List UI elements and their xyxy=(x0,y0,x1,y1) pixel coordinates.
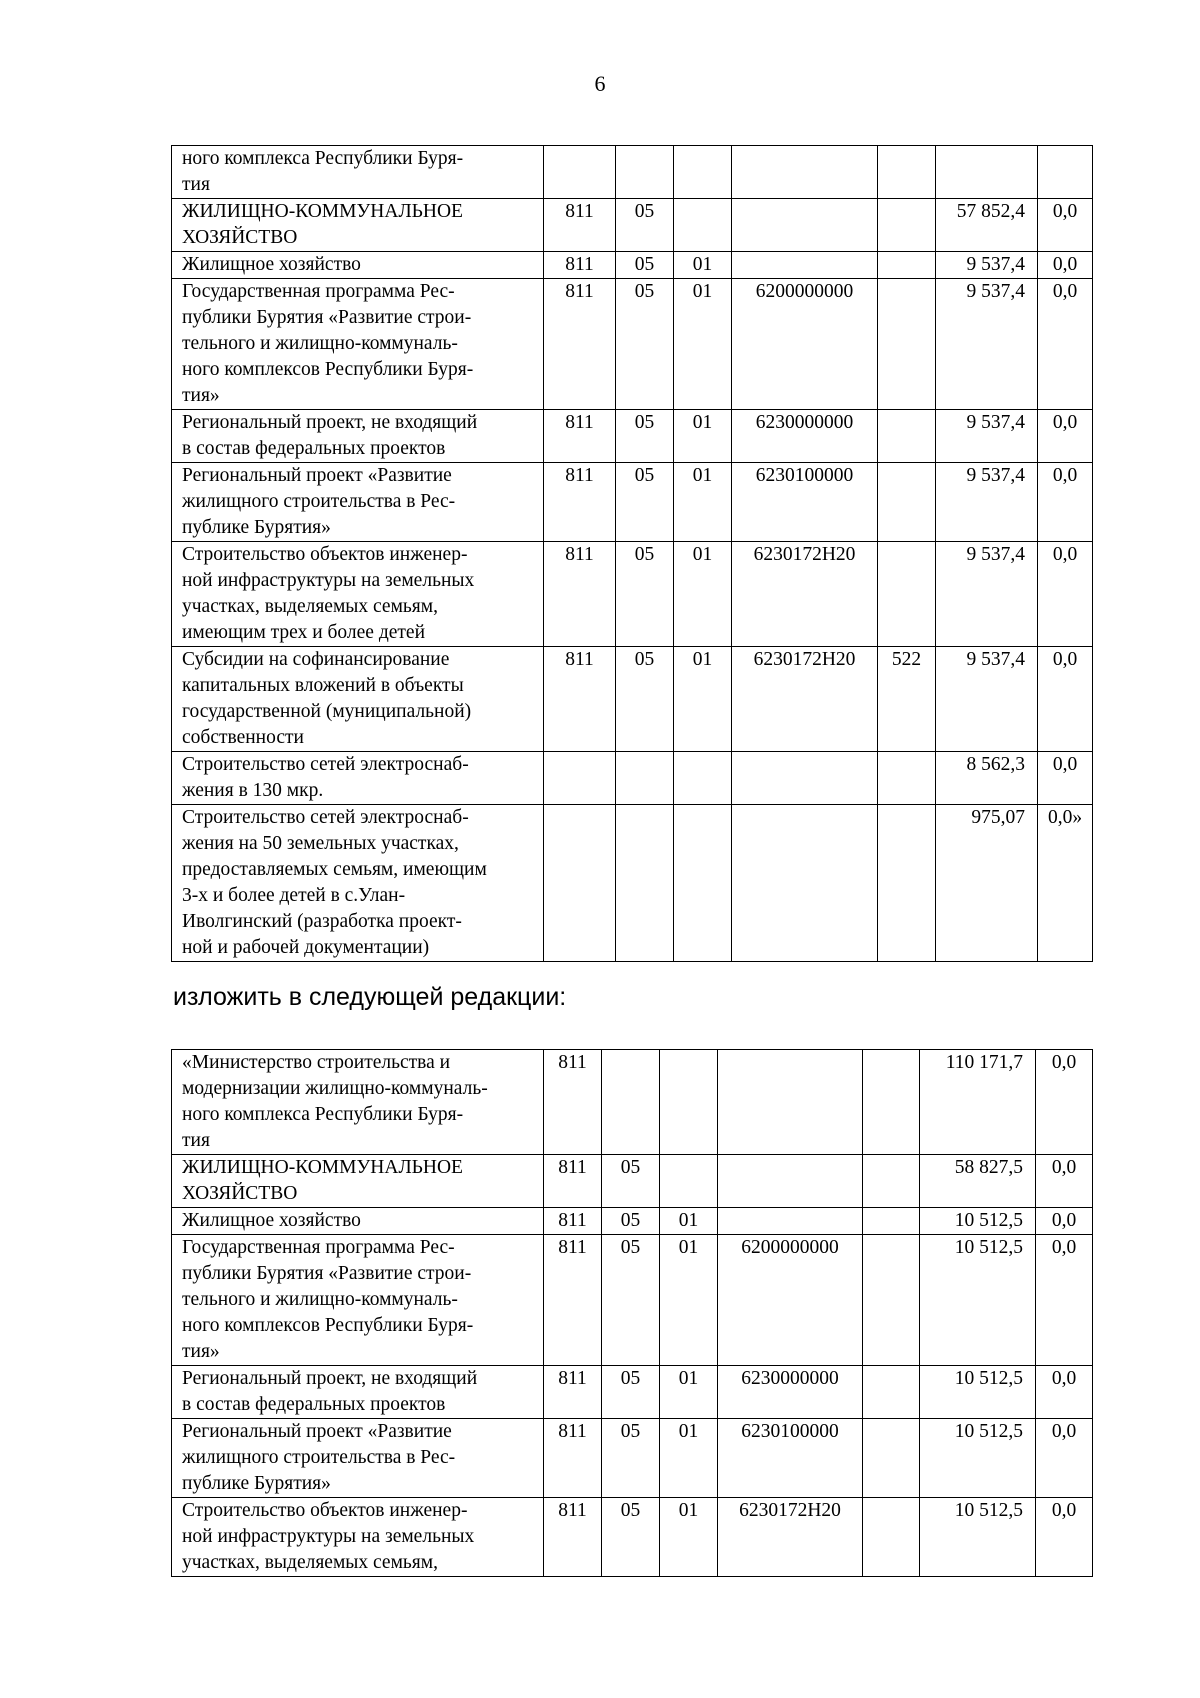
cell-section: 05 xyxy=(616,279,674,410)
cell-name: Региональный проект, не входящий в состав федеральных проектов xyxy=(172,410,544,463)
cell-target-article: 6230172H20 xyxy=(718,1498,863,1577)
cell-subsection: 01 xyxy=(660,1498,718,1577)
cell-amount: 10 512,5 xyxy=(920,1208,1036,1235)
table-row xyxy=(172,805,1093,962)
cell-section: 05 xyxy=(602,1366,660,1419)
cell-target-article: 6230000000 xyxy=(718,1366,863,1419)
table-row xyxy=(172,199,1093,252)
cell-target-article xyxy=(732,805,878,962)
cell-section: 05 xyxy=(616,199,674,252)
cell-amount-extra: 0,0 xyxy=(1038,279,1093,410)
cell-amount-extra: 0,0» xyxy=(1038,805,1093,962)
cell-gov-code: 811 xyxy=(544,1155,602,1208)
cell-subsection: 01 xyxy=(674,410,732,463)
cell-subsection: 01 xyxy=(674,542,732,647)
cell-name: «Министерство строительства и модернизации жилищно-коммуналь- ного комплекса Республики Буря- тия xyxy=(172,1050,544,1155)
cell-section: 05 xyxy=(616,647,674,752)
table-row xyxy=(172,542,1093,647)
budget-table-old xyxy=(171,145,1093,962)
cell-gov-code: 811 xyxy=(544,1366,602,1419)
cell-gov-code: 811 xyxy=(544,463,616,542)
cell-expense-type xyxy=(878,805,936,962)
cell-subsection xyxy=(660,1050,718,1155)
cell-amount: 110 171,7 xyxy=(920,1050,1036,1155)
cell-gov-code: 811 xyxy=(544,199,616,252)
cell-amount-extra xyxy=(1038,146,1093,199)
table-row xyxy=(172,647,1093,752)
cell-amount: 10 512,5 xyxy=(920,1235,1036,1366)
cell-section: 05 xyxy=(616,542,674,647)
table-row xyxy=(172,410,1093,463)
cell-amount: 9 537,4 xyxy=(936,647,1038,752)
cell-amount-extra: 0,0 xyxy=(1036,1419,1093,1498)
table-row xyxy=(172,279,1093,410)
cell-expense-type xyxy=(863,1498,920,1577)
cell-section: 05 xyxy=(602,1208,660,1235)
cell-expense-type xyxy=(863,1155,920,1208)
cell-section xyxy=(616,146,674,199)
cell-subsection: 01 xyxy=(674,463,732,542)
cell-target-article: 6200000000 xyxy=(732,279,878,410)
cell-target-article xyxy=(732,252,878,279)
cell-name: Региональный проект «Развитие жилищного строительства в Рес- публике Бурятия» xyxy=(172,463,544,542)
cell-amount: 10 512,5 xyxy=(920,1498,1036,1577)
table-row xyxy=(172,463,1093,542)
cell-name: Субсидии на софинансирование капитальных вложений в объекты государственной (муниципальной) собственности xyxy=(172,647,544,752)
cell-target-article: 6230100000 xyxy=(732,463,878,542)
cell-section xyxy=(602,1050,660,1155)
cell-subsection: 01 xyxy=(660,1208,718,1235)
table-row xyxy=(172,1366,1093,1419)
cell-expense-type xyxy=(863,1050,920,1155)
cell-expense-type: 522 xyxy=(878,647,936,752)
cell-subsection xyxy=(674,146,732,199)
cell-name: Строительство сетей электроснаб- жения в 130 мкр. xyxy=(172,752,544,805)
cell-amount-extra: 0,0 xyxy=(1038,252,1093,279)
cell-target-article xyxy=(732,199,878,252)
cell-amount: 10 512,5 xyxy=(920,1366,1036,1419)
cell-section: 05 xyxy=(602,1155,660,1208)
cell-amount-extra: 0,0 xyxy=(1038,647,1093,752)
cell-name: Жилищное хозяйство xyxy=(172,252,544,279)
table-row xyxy=(172,752,1093,805)
cell-gov-code: 811 xyxy=(544,647,616,752)
cell-target-article xyxy=(732,752,878,805)
cell-amount: 10 512,5 xyxy=(920,1419,1036,1498)
cell-amount: 975,07 xyxy=(936,805,1038,962)
cell-target-article xyxy=(718,1208,863,1235)
cell-amount-extra: 0,0 xyxy=(1036,1366,1093,1419)
cell-section: 05 xyxy=(602,1419,660,1498)
cell-name: Государственная программа Рес- публики Бурятия «Развитие строи- тельного и жилищно-коммуналь- ного комплексов Республики Буря- тия» xyxy=(172,1235,544,1366)
cell-target-article xyxy=(732,146,878,199)
cell-gov-code xyxy=(544,805,616,962)
cell-subsection: 01 xyxy=(660,1235,718,1366)
cell-amount: 57 852,4 xyxy=(936,199,1038,252)
cell-amount-extra: 0,0 xyxy=(1036,1050,1093,1155)
cell-expense-type xyxy=(878,410,936,463)
table-row xyxy=(172,252,1093,279)
cell-target-article: 6230000000 xyxy=(732,410,878,463)
cell-amount: 8 562,3 xyxy=(936,752,1038,805)
table-row xyxy=(172,1050,1093,1155)
cell-target-article xyxy=(718,1050,863,1155)
cell-amount-extra: 0,0 xyxy=(1038,410,1093,463)
cell-gov-code: 811 xyxy=(544,1208,602,1235)
instruction-text: изложить в следующей редакции: xyxy=(173,983,567,1011)
budget-table-new xyxy=(171,1049,1093,1577)
cell-amount: 9 537,4 xyxy=(936,542,1038,647)
cell-expense-type xyxy=(878,279,936,410)
cell-name: Государственная программа Рес- публики Бурятия «Развитие строи- тельного и жилищно-коммуналь- ного комплексов Республики Буря- тия» xyxy=(172,279,544,410)
cell-name: Региональный проект, не входящий в состав федеральных проектов xyxy=(172,1366,544,1419)
cell-section xyxy=(616,805,674,962)
cell-gov-code: 811 xyxy=(544,1050,602,1155)
cell-subsection xyxy=(674,752,732,805)
cell-name: ЖИЛИЩНО-КОММУНАЛЬНОЕ ХОЗЯЙСТВО xyxy=(172,199,544,252)
cell-target-article: 6230172H20 xyxy=(732,647,878,752)
table-row xyxy=(172,1155,1093,1208)
cell-section: 05 xyxy=(602,1498,660,1577)
table-row xyxy=(172,1419,1093,1498)
cell-expense-type xyxy=(863,1235,920,1366)
cell-name: Жилищное хозяйство xyxy=(172,1208,544,1235)
cell-expense-type xyxy=(863,1419,920,1498)
cell-target-article xyxy=(718,1155,863,1208)
cell-subsection: 01 xyxy=(674,252,732,279)
table-row xyxy=(172,1208,1093,1235)
cell-section xyxy=(616,752,674,805)
cell-subsection: 01 xyxy=(660,1366,718,1419)
cell-gov-code: 811 xyxy=(544,542,616,647)
cell-expense-type xyxy=(878,463,936,542)
table-row xyxy=(172,1235,1093,1366)
cell-gov-code: 811 xyxy=(544,1498,602,1577)
cell-target-article: 6230100000 xyxy=(718,1419,863,1498)
cell-amount-extra: 0,0 xyxy=(1038,463,1093,542)
cell-expense-type xyxy=(863,1208,920,1235)
cell-gov-code: 811 xyxy=(544,1419,602,1498)
cell-name: Строительство объектов инженер- ной инфраструктуры на земельных участках, выделяемых семьям, имеющим трех и более детей xyxy=(172,542,544,647)
cell-amount-extra: 0,0 xyxy=(1036,1208,1093,1235)
cell-amount xyxy=(936,146,1038,199)
cell-expense-type xyxy=(878,752,936,805)
cell-amount-extra: 0,0 xyxy=(1036,1498,1093,1577)
cell-amount: 9 537,4 xyxy=(936,252,1038,279)
cell-gov-code: 811 xyxy=(544,279,616,410)
cell-name: ЖИЛИЩНО-КОММУНАЛЬНОЕ ХОЗЯЙСТВО xyxy=(172,1155,544,1208)
cell-subsection xyxy=(660,1155,718,1208)
cell-gov-code xyxy=(544,752,616,805)
cell-expense-type xyxy=(878,252,936,279)
cell-gov-code: 811 xyxy=(544,410,616,463)
cell-amount-extra: 0,0 xyxy=(1038,752,1093,805)
cell-amount: 9 537,4 xyxy=(936,410,1038,463)
cell-amount: 58 827,5 xyxy=(920,1155,1036,1208)
cell-expense-type xyxy=(863,1366,920,1419)
cell-subsection xyxy=(674,199,732,252)
cell-amount-extra: 0,0 xyxy=(1038,199,1093,252)
cell-section: 05 xyxy=(602,1235,660,1366)
cell-name: Строительство объектов инженер- ной инфраструктуры на земельных участках, выделяемых семьям, xyxy=(172,1498,544,1577)
cell-subsection: 01 xyxy=(674,647,732,752)
table-row xyxy=(172,1498,1093,1577)
cell-amount-extra: 0,0 xyxy=(1036,1235,1093,1366)
cell-expense-type xyxy=(878,542,936,647)
cell-section: 05 xyxy=(616,252,674,279)
cell-expense-type xyxy=(878,146,936,199)
cell-gov-code: 811 xyxy=(544,1235,602,1366)
cell-name: ного комплекса Республики Буря- тия xyxy=(172,146,544,199)
cell-subsection xyxy=(674,805,732,962)
cell-amount: 9 537,4 xyxy=(936,463,1038,542)
cell-subsection: 01 xyxy=(674,279,732,410)
cell-section: 05 xyxy=(616,410,674,463)
page-number: 6 xyxy=(594,71,606,96)
cell-name: Региональный проект «Развитие жилищного строительства в Рес- публике Бурятия» xyxy=(172,1419,544,1498)
cell-expense-type xyxy=(878,199,936,252)
cell-target-article: 6230172H20 xyxy=(732,542,878,647)
cell-name: Строительство сетей электроснаб- жения на 50 земельных участках, предоставляемых семьям, имеющим 3-х и более детей в с.Улан- Иволгинский (разработка проект- ной и рабочей документации) xyxy=(172,805,544,962)
cell-gov-code: 811 xyxy=(544,252,616,279)
cell-target-article: 6200000000 xyxy=(718,1235,863,1366)
cell-amount-extra: 0,0 xyxy=(1036,1155,1093,1208)
cell-gov-code xyxy=(544,146,616,199)
cell-amount: 9 537,4 xyxy=(936,279,1038,410)
cell-amount-extra: 0,0 xyxy=(1038,542,1093,647)
table-row xyxy=(172,146,1093,199)
cell-subsection: 01 xyxy=(660,1419,718,1498)
cell-section: 05 xyxy=(616,463,674,542)
